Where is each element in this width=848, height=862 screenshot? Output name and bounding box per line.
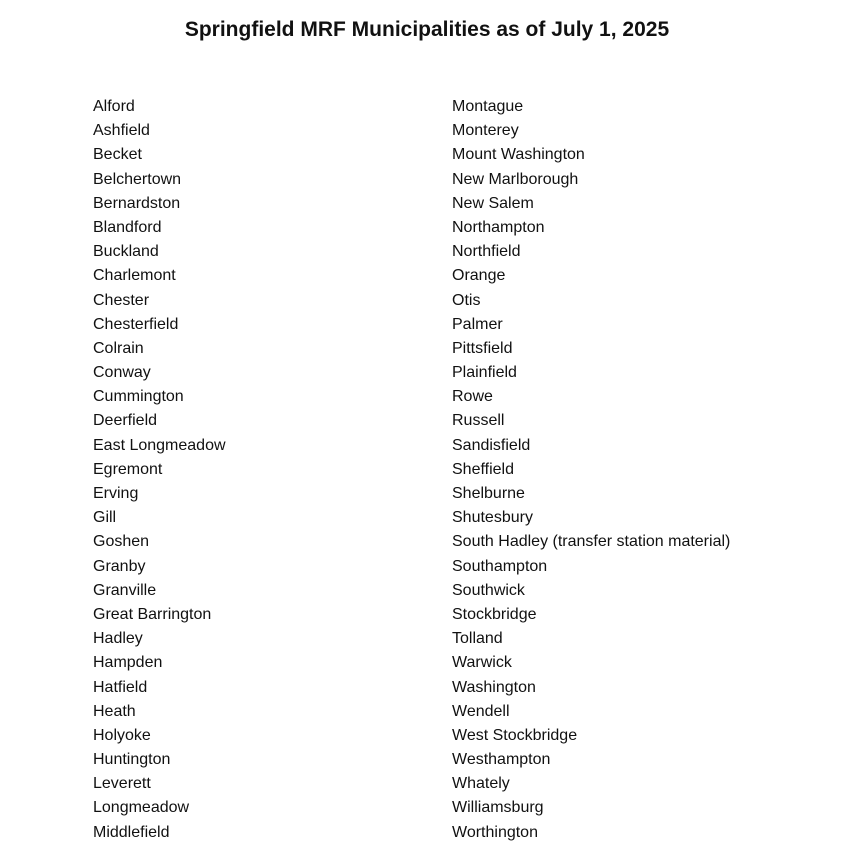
- municipality-item: Warwick: [452, 654, 512, 672]
- municipality-item: Chester: [93, 291, 150, 309]
- municipality-list-right: [452, 95, 730, 845]
- municipality-item: Wendell: [452, 702, 510, 720]
- municipality-item: West Stockbridge: [452, 726, 578, 744]
- municipality-item: Palmer: [452, 315, 503, 333]
- municipality-item: Holyoke: [93, 726, 151, 744]
- municipality-item: Tolland: [452, 630, 503, 648]
- municipality-item: Washington: [452, 678, 536, 696]
- municipality-item: Erving: [93, 485, 139, 502]
- municipality-item: Sheffield: [452, 460, 514, 478]
- municipality-item: Montague: [452, 98, 524, 115]
- municipality-item: Monterey: [452, 122, 519, 140]
- municipality-item: Mount Washington: [452, 146, 585, 164]
- municipality-item: Leverett: [93, 775, 151, 793]
- municipality-item: Granville: [93, 581, 157, 599]
- municipality-item: Heath: [93, 702, 136, 720]
- municipality-item: Shutesbury: [452, 509, 533, 527]
- municipality-item: Hadley: [93, 630, 143, 648]
- municipality-item: Huntington: [93, 751, 171, 769]
- municipality-item: Chesterfield: [93, 315, 179, 333]
- municipality-item: Pittsfield: [452, 339, 513, 357]
- municipality-item: Middlefield: [93, 823, 170, 841]
- municipality-item: Williamsburg: [452, 799, 544, 817]
- municipality-item: Belchertown: [93, 170, 182, 188]
- municipality-item: Sandisfield: [452, 436, 531, 454]
- municipality-item: Hatfield: [93, 678, 148, 696]
- municipality-item: Egremont: [93, 460, 163, 478]
- municipality-item: Worthington: [452, 823, 538, 841]
- municipality-item: Southwick: [452, 581, 525, 599]
- municipality-item: Southampton: [452, 557, 548, 575]
- municipality-item: Goshen: [93, 533, 150, 551]
- municipality-list-left: [93, 95, 226, 845]
- municipality-item: Russell: [452, 412, 505, 430]
- municipality-item: Gill: [93, 509, 117, 527]
- municipality-item: Charlemont: [93, 267, 176, 285]
- municipality-item: Shelburne: [452, 485, 525, 502]
- municipality-item: South Hadley (transfer station material): [452, 533, 731, 551]
- municipality-item: Hampden: [93, 654, 163, 672]
- municipality-item: Northfield: [452, 243, 521, 261]
- municipality-item: Blandford: [93, 218, 162, 236]
- municipality-item: Alford: [93, 98, 135, 115]
- municipality-item: Orange: [452, 267, 506, 285]
- municipality-item: Longmeadow: [93, 799, 190, 817]
- municipality-item: Plainfield: [452, 364, 517, 382]
- page-title: Springfield MRF Municipalities as of July 1, 2025: [184, 18, 670, 41]
- municipality-item: Conway: [93, 364, 151, 382]
- municipality-item: East Longmeadow: [93, 436, 226, 454]
- municipality-item: Buckland: [93, 243, 159, 261]
- municipality-item: New Marlborough: [452, 170, 579, 188]
- municipality-item: Becket: [93, 146, 142, 164]
- municipality-item: Stockbridge: [452, 605, 537, 623]
- municipality-item: Colrain: [93, 339, 144, 357]
- municipality-item: Otis: [452, 291, 481, 309]
- municipality-item: Ashfield: [93, 122, 150, 140]
- municipality-item: Great Barrington: [93, 605, 212, 623]
- municipality-item: Northampton: [452, 218, 545, 236]
- municipality-item: Westhampton: [452, 751, 551, 769]
- municipality-item: Cummington: [93, 388, 184, 406]
- municipality-item: Whately: [452, 775, 510, 793]
- municipality-item: Deerfield: [93, 412, 158, 430]
- municipality-item: New Salem: [452, 194, 534, 212]
- municipality-item: Bernardston: [93, 194, 181, 212]
- municipality-item: Granby: [93, 557, 146, 575]
- municipality-item: Rowe: [452, 388, 493, 406]
